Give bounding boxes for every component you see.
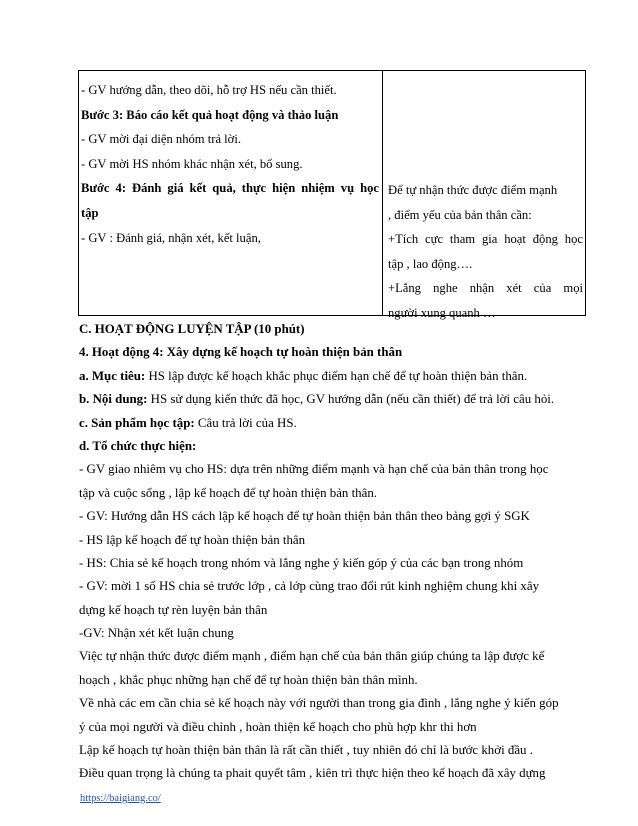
body-line-text: HS lập được kế hoạch khắc phục điểm hạn chế để tự hoàn thiện bản thân.	[145, 368, 528, 383]
body-line	[79, 412, 589, 435]
document-body	[79, 318, 589, 786]
body-line-text: Việc tự nhận thức được điểm mạnh , điểm hạn chế của bản thân giúp chúng ta lập được kế	[79, 649, 545, 664]
right-line-1: Để tự nhận thức được điểm mạnh	[388, 183, 558, 197]
right-line-3: +Tích cực tham gia hoạt động học	[388, 232, 583, 247]
table-right-cell	[388, 178, 583, 326]
body-line-text: Về nhà các em cần chia sẻ kế hoạch này với người than trong gia đình , lắng nghe ý kiến góp	[79, 696, 559, 711]
table-left-cell	[81, 78, 379, 250]
body-line-heading: b. Nội dung:	[79, 392, 148, 407]
right-line-6: người xung quanh …	[388, 305, 496, 320]
body-line-heading: 4. Hoạt động 4: Xây dựng kế hoạch tự hoàn thiện bản thân	[79, 345, 403, 360]
body-line-text: Điều quan trọng là chúng ta phait quyết tâm , kiên trì thực hiện theo kế hoạch đã xây dựng	[79, 766, 546, 781]
right-line-5: +Lắng nghe nhận xét của mọi	[388, 281, 583, 296]
left-line-5: Bước 4: Đánh giá kết quả, thực hiện nhiệm vụ học	[81, 181, 379, 196]
body-line-text: HS sử dụng kiến thức đã học, GV hướng dẫn (nếu cần thiết) để trả lời câu hỏi.	[147, 392, 555, 407]
body-line	[79, 552, 589, 575]
body-line-text: - GV: Hướng dẫn HS cách lập kế hoạch để tự hoàn thiện bản thân theo bảng gợi ý SGK	[79, 509, 530, 524]
body-line	[79, 645, 589, 668]
activity-table	[78, 70, 586, 320]
body-line	[79, 529, 589, 552]
table-column-divider	[382, 71, 383, 315]
body-line	[79, 365, 589, 388]
body-line-text: - HS: Chia sẻ kế hoạch trong nhóm và lắng nghe ý kiến góp ý của các bạn trong nhóm	[79, 555, 524, 570]
left-line-6: tập	[81, 205, 99, 220]
body-line	[79, 716, 589, 739]
body-line-text: -GV: Nhận xét kết luận chung	[79, 626, 234, 641]
body-line	[79, 692, 589, 715]
body-line	[79, 388, 589, 411]
body-line-text: Câu trả lời của HS.	[194, 415, 297, 430]
left-line-2: Bước 3: Báo cáo kết quả hoạt động và thảo luận	[81, 107, 339, 122]
body-line	[79, 739, 589, 762]
body-line-text: Lập kế hoạch tự hoàn thiện bản thân là rất cần thiết , tuy nhiên đó chỉ là bước khởi đầu .	[79, 743, 533, 758]
left-line-3: - GV mời đại diện nhóm trả lời.	[81, 132, 241, 147]
body-line-heading: a. Mục tiêu:	[79, 368, 146, 383]
body-line-text: - GV giao nhiêm vụ cho HS: dựa trên những điểm mạnh và hạn chế của bản thân trong học	[79, 462, 549, 477]
body-line	[79, 762, 589, 785]
body-line-heading: d. Tổ chức thực hiện:	[79, 438, 197, 453]
body-line-heading: C. HOẠT ĐỘNG LUYỆN TẬP (10 phút)	[79, 322, 305, 336]
body-line	[79, 458, 589, 481]
body-line	[79, 318, 589, 341]
body-line	[79, 435, 589, 458]
left-line-1: - GV hướng dẫn, theo dõi, hỗ trợ HS nếu cần thiết.	[81, 83, 337, 97]
right-line-4: tập , lao động….	[388, 256, 473, 271]
body-line-text: tập và cuộc sống , lập kế hoạch để tự hoàn thiện bản thân.	[79, 485, 378, 500]
body-line-text: ý của mọi người và điều chỉnh , hoàn thiện kế hoạch cho phù hợp khr thi hơn	[79, 719, 477, 734]
body-line-heading: c. Sản phẩm học tập:	[79, 415, 195, 430]
body-line	[79, 622, 589, 645]
body-line-text: - HS lập kế hoạch để tự hoàn thiện bản thân	[79, 532, 306, 547]
body-line	[79, 669, 589, 692]
right-line-2: , điểm yếu của bản thân cần:	[388, 207, 532, 222]
left-line-7: - GV : Đánh giá, nhận xét, kết luận,	[81, 230, 261, 245]
body-line	[79, 599, 589, 622]
body-line	[79, 482, 589, 505]
body-line	[79, 505, 589, 528]
body-line-text: dựng kế hoạch tự rèn luyện bản thân	[79, 602, 268, 617]
left-line-4: - GV mời HS nhóm khác nhận xét, bổ sung.	[81, 156, 303, 171]
footer-link[interactable]: https://baigiang.co/	[80, 793, 161, 804]
body-line	[79, 575, 589, 598]
body-line-text: - GV: mời 1 số HS chia sẻ trước lớp , cả lớp cùng trao đổi rút kinh nghiệm chung khi xây	[79, 579, 540, 594]
body-line-text: hoạch , khắc phục những hạn chế để tự hoàn thiện bản thân mình.	[79, 672, 418, 687]
body-line	[79, 341, 589, 364]
